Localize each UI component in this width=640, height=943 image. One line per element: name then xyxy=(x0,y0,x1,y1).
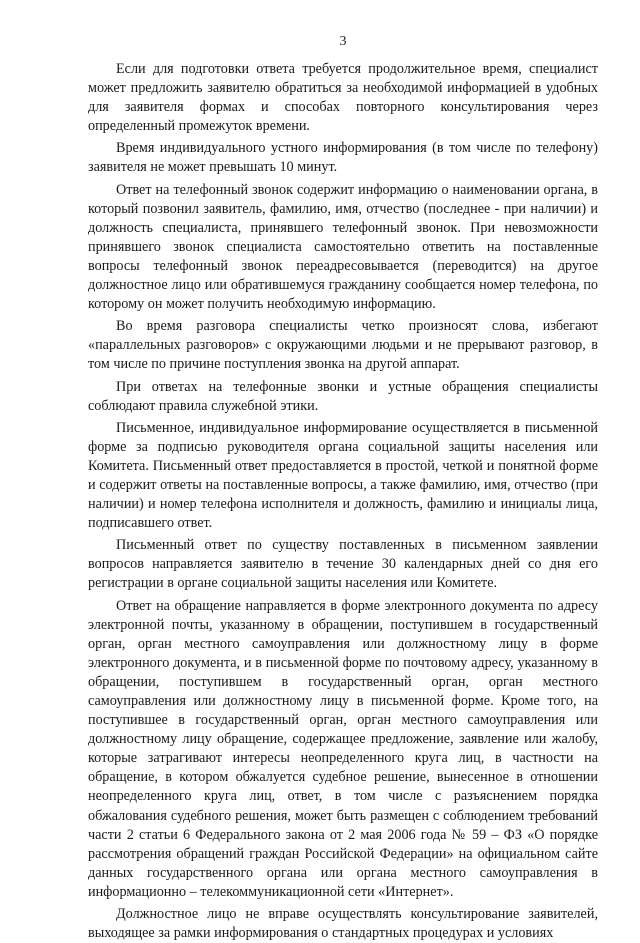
document-body xyxy=(88,60,598,943)
paragraph-oral-informing-limit: Время индивидуального устного информирования (в том числе по телефону) заявителя не может превышать 10 минут. xyxy=(88,140,598,176)
paragraph-written-informing: Письменное, индивидуальное информирование осуществляется в письменной форме за подписью руководителя органа социальной защиты населения или Комитета. Письменный ответ предоставляется в простой, четкой и понятной форме и содержит ответы на поставленные вопросы, а также фамилию, имя, отчество (при наличии) и номер телефона исполнителя и должность, фамилию и инициалы лица, подписавшего ответ. xyxy=(88,419,598,532)
paragraph-conversation-rules: Во время разговора специалисты четко произносят слова, избегают «параллельных разговоров» с окружающими людьми и не прерывают разговор, в том числе по причине поступления звонка на другой аппарат. xyxy=(88,318,598,373)
paragraph-consultation-time: Если для подготовки ответа требуется продолжительное время, специалист может предложить заявителю обратиться за необходимой информацией в удобных для заявителя формах и способах повторного консультирования через определенный промежуток времени. xyxy=(88,61,598,135)
paragraph-service-ethics: При ответах на телефонные звонки и устные обращения специалисты соблюдают правила служебной этики. xyxy=(88,378,598,414)
paragraph-written-answer-deadline: Письменный ответ по существу поставленных в письменном заявлении вопросов направляется заявителю в течение 30 календарных дней со дня его регистрации в органе социальной защиты населения или Комитете. xyxy=(88,537,598,592)
paragraph-electronic-answer: Ответ на обращение направляется в форме электронного документа по адресу электронной почты, указанному в обращении, поступившем в государственный орган, орган местного самоуправления или должностному лицу в форме электронного документа, и в письменной форме по почтовому адресу, указанному в обращении, поступившем в государственный орган, орган местного самоуправления или должностному лицу в письменной форме. Кроме того, на поступившее в государственный орган, орган местного самоуправления или должностному лицу обращение, содержащее предложение, заявление или жалобу, которые затрагивают интересы неопределенного круга лиц, в частности на обращение, в котором обжалуется судебное решение, вынесенное в отношении неопределенного круга лиц, ответ, в том числе с разъяснением порядка обжалования судебного решения, может быть размещен с соблюдением требований части 2 статьи 6 Федерального закона от 2 мая 2006 года № 59 – ФЗ «О порядке рассмотрения обращений граждан Российской Федерации» на официальном сайте данных государственного органа или органа местного самоуправления в информационно – телекоммуникационной сети «Интернет». xyxy=(88,597,598,900)
page-number: 3 xyxy=(339,34,347,49)
paragraph-consultation-limits: Должностное лицо не вправе осуществлять консультирование заявителей, выходящее за рамки информирования о стандартных процедурах и условиях xyxy=(88,906,598,942)
paragraph-phone-answer: Ответ на телефонный звонок содержит информацию о наименовании органа, в который позвонил заявитель, фамилию, имя, отчество (последнее - при наличии) и должность специалиста, принявшего телефонный звонок. При невозможности принявшего звонок специалиста самостоятельно ответить на поставленные вопросы телефонный звонок переадресовывается (переводится) на другое должностное лицо или обратившемуся гражданину сообщается номер телефона, по которому он может получить необходимую информацию. xyxy=(88,181,598,313)
